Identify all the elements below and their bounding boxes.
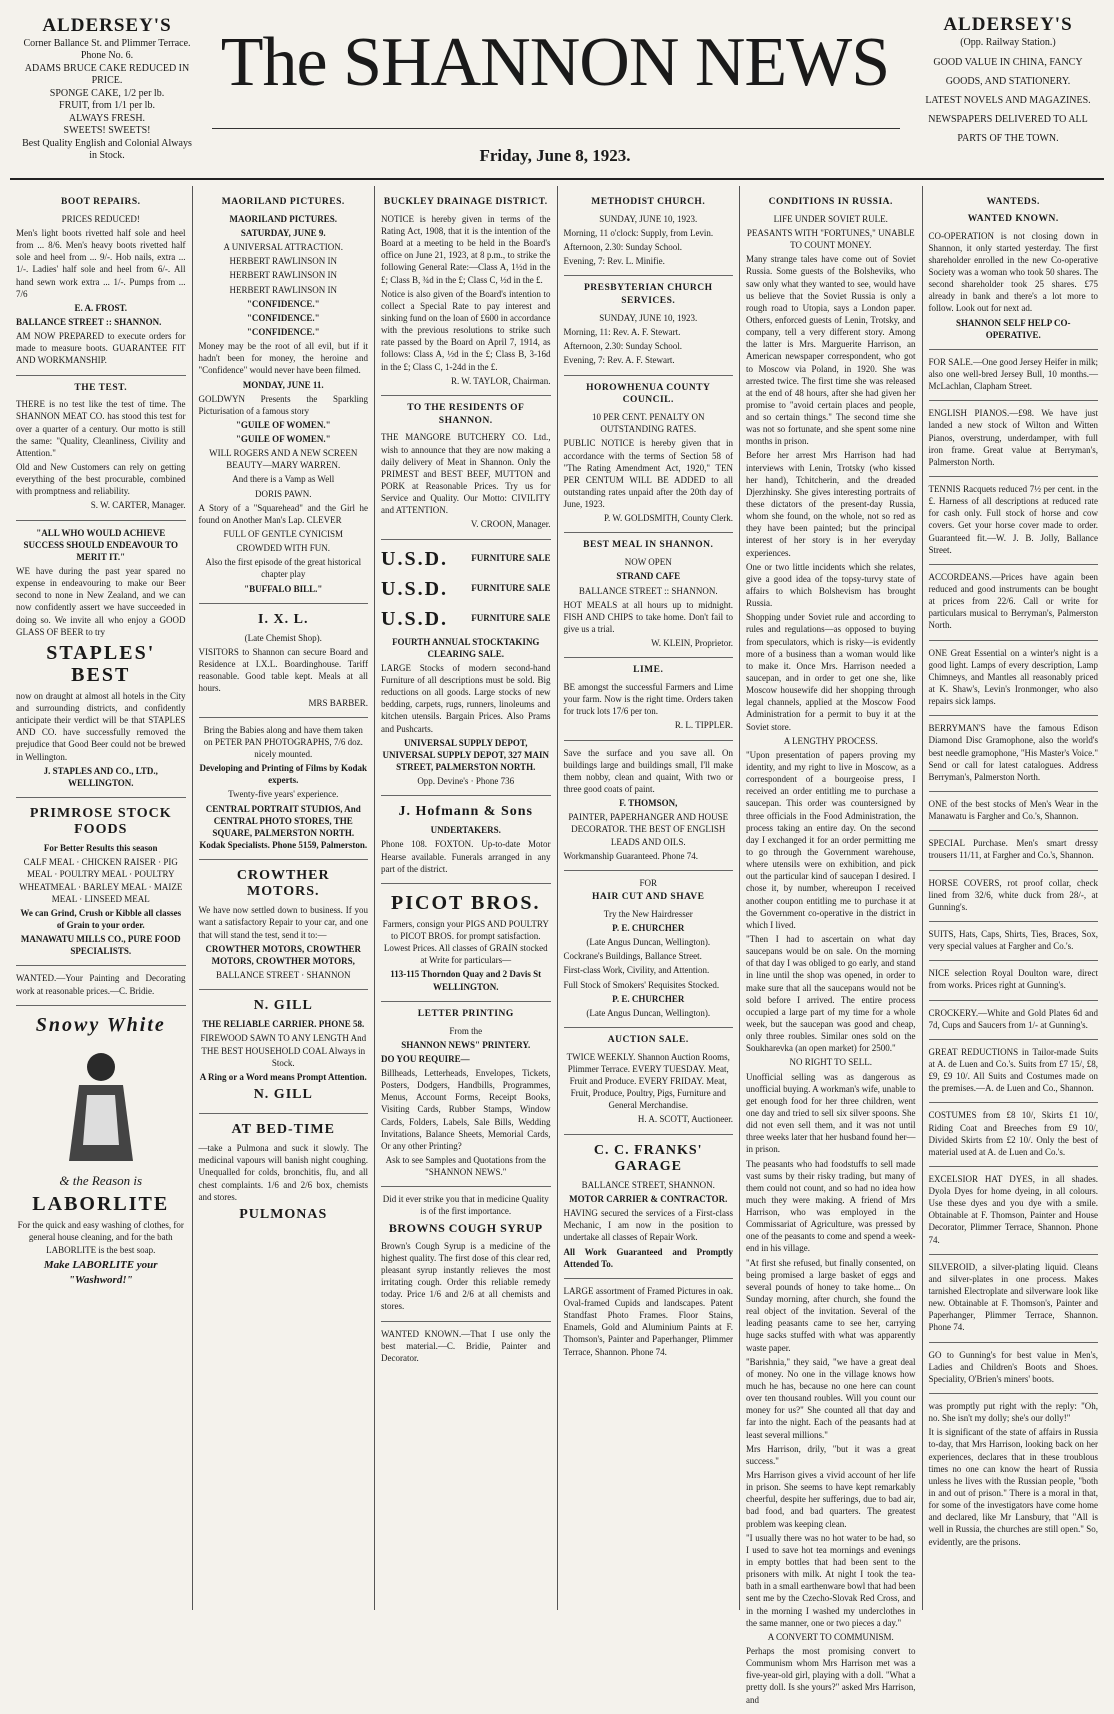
- aldersey-name: ALDERSEY'S: [42, 15, 172, 36]
- ad-body: A Ring or a Word means Prompt Attention.: [199, 1071, 367, 1082]
- usd-furniture-ad: [381, 540, 551, 797]
- ad-body: HERBERT RAWLINSON IN: [229, 256, 338, 267]
- ad-signature: CROWTHER MOTORS, CROWTHER MOTORS, CROWTHER MOTORS,: [205, 943, 362, 966]
- column-5: [740, 186, 923, 1705]
- aldersey-address: Corner Ballance St. and Plimmer Terrace.: [23, 37, 191, 49]
- staples-best-title: STAPLES' BEST: [46, 641, 156, 686]
- ad-body: Try the New Hairdresser: [603, 908, 693, 919]
- butchery-ad: [381, 396, 551, 540]
- ad-subheading: PRICES REDUCED!: [61, 213, 140, 224]
- ad-heading: BOOT REPAIRS.: [60, 197, 141, 207]
- ad-subheading: For Better Results this season: [43, 843, 158, 854]
- classified-item: BERRYMAN'S have the famous Edison Diamond Disc Gramophone, also the world's best needle gramophone, "His Master's Voice." Send or call for latest catalogues. Address Berryman's, Palmerston North.: [928, 723, 1098, 782]
- usd-row: [381, 604, 551, 634]
- usd-title: U.S.D.: [381, 607, 449, 630]
- article-paragraph: Shopping under Soviet rule and according to rules and regulations—as opposed to buying from speculators, which is risky—is evidently more of a business than a woman would like to make it. Once Mrs. Harrison needed a saucepan, and in order to get one she, like Moscow housewife did her shopping through legal channels, applied at the Moscow Food Administration for a permit to buy it at the Soviet store.: [746, 612, 916, 732]
- ad-heading: PRESBYTERIAN CHURCH SERVICES.: [583, 283, 713, 307]
- bridie-wanted-ad: [381, 1322, 551, 1372]
- classified-item: ONE Great Essential on a winter's night is a good light. Lamps of every description, Lamp Chimneys, and Mantles all reasonably priced at K. Shaw's, Levin's Ironmonger, who also repairs sick lamps.: [928, 647, 1098, 707]
- aldersey-line: SWEETS! SWEETS!: [63, 125, 151, 137]
- column-4: [558, 186, 741, 1610]
- ad-body: Full Stock of Smokers' Requisites Stocked.: [563, 979, 720, 990]
- classified: [929, 831, 1099, 870]
- ad-signature: F. THOMSON,: [619, 798, 678, 809]
- classified: [929, 922, 1099, 961]
- ad-subheading: FOURTH ANNUAL STOCKTAKING CLEARING SALE.: [392, 636, 540, 659]
- article-headline: CONDITIONS IN RUSSIA.: [768, 197, 893, 207]
- classified-item: FOR SALE.—One good Jersey Heifer in milk; also one well-bred Jersey Bull, 10 months.—McLachlan, Clapham Street.: [928, 356, 1098, 392]
- ad-signature: P. E. CHURCHER: [612, 993, 685, 1004]
- columns: [10, 186, 1104, 1705]
- picture-frames-ad: [564, 1279, 734, 1366]
- ad-signature: H. A. SCOTT, Auctioneer.: [637, 1114, 733, 1125]
- ad-subheading: 10 PER CENT. PENALTY ON OUTSTANDING RATES.: [592, 412, 705, 435]
- crowther-title: CROWTHER MOTORS.: [236, 868, 330, 900]
- aldersey-line: ALWAYS FRESH.: [68, 112, 146, 124]
- ad-body: SHANNON NEWS" PRINTERY.: [401, 1039, 531, 1050]
- ad-body: Morning, 11: Rev. A. F. Stewart.: [563, 327, 681, 338]
- article-paragraph: "Then I had to ascertain on what day saucepans would be on sale. On the morning of that day I was obliged to go early, and stand in line until the shop was opened, in order to make sure that all the saucepans would not be sold before I arrived. The entire process occupied a large part of my time for a whole week, but the saucepan was good and cheap, only three roubles. Similar ones sold on the Soukharevka (an open market) for 2500.": [746, 933, 916, 1054]
- ad-body: Twenty-five years' experience.: [228, 789, 339, 800]
- ad-body: DORIS PAWN.: [255, 488, 312, 499]
- laborlite-tagline: Make LABORLITE your "Washword!": [43, 1258, 158, 1286]
- classified-item: SUITS, Hats, Caps, Shirts, Ties, Braces, Sox, very special values at Fargher and Co.'s.: [928, 928, 1098, 952]
- classified: [929, 1103, 1099, 1167]
- ad-heading: BEST MEAL IN SHANNON.: [583, 540, 714, 551]
- article-paragraph: Unofficial selling was as dangerous as unofficial buying. A workman's wife, unable to get enough food for her three children, went one day and tried to sell six silver spoons. She did not even sell them, and it was not until three weeks later that her husband found her—in prison.: [746, 1071, 916, 1155]
- laborlite-title: LABORLITE: [32, 1193, 170, 1216]
- classified-item: GO to Gunning's for best value in Men's, Ladies and Children's Boots and Shoes. Speciality, O'Brien's miners' boots.: [928, 1349, 1098, 1384]
- usd-row: [381, 544, 551, 574]
- ad-signature: V. CROON, Manager.: [470, 519, 551, 530]
- gill-title: N. GILL: [253, 998, 313, 1014]
- ad-date: SUNDAY, JUNE 10, 1923.: [599, 313, 698, 323]
- ad-body: HOT MEALS at all hours up to midnight. FISH AND CHIPS to take home. Don't fail to give us a trial.: [563, 599, 733, 634]
- ad-signature: W. KLEIN, Proprietor.: [651, 638, 733, 649]
- aldersey-line: NEWSPAPERS DELIVERED TO ALL PARTS OF THE TOWN.: [928, 113, 1088, 144]
- classified-item: SPECIAL Purchase. Men's smart dressy trousers 11/11, at Fargher and Co.'s, Shannon.: [928, 838, 1098, 861]
- ad-address: BALLANCE STREET :: SHANNON.: [578, 585, 718, 596]
- ad-signature: J. STAPLES AND CO., LTD., WELLINGTON.: [43, 765, 158, 788]
- presbyterian-church-notice: [564, 276, 734, 375]
- ad-body: TWICE WEEKLY. Shannon Auction Rooms, Plimmer Terrace. EVERY TUESDAY. Meat, Fruit and Produce. EVERY FRIDAY. Meat, Fruit, Produce, Poultry, Pigs, Furniture and General Merchandise.: [566, 1051, 730, 1111]
- title-rule: [212, 128, 900, 129]
- methodist-church-notice: [564, 190, 734, 276]
- ad-body: Save the surface and you save all. On buildings large and buildings small, I'll make them nobby, clean and quaint, With two or three good coats of paint.: [563, 747, 733, 795]
- classified: [929, 961, 1099, 1000]
- ad-body: Billheads, Letterheads, Envelopes, Tickets, Posters, Dodgers, Handbills, Programmes, Menus, Account Forms, Receipt Books, Visiting Cards, Rubber Stamps, Window Cards, Folders, Labels, Sale Bills, Wedding Invitations, Balance Sheets, Memorial Cards, Or any other Printing?: [381, 1067, 551, 1151]
- masthead: [0, 0, 1114, 178]
- classified: [929, 716, 1099, 792]
- article-paragraph: Perhaps the most promising convert to Communism whom Mrs Harrison met was a five-year-old girl, playing with a doll. "What a pretty doll. Is she yours?" asked Mrs Harrison, and: [746, 1645, 916, 1705]
- classified-item: ENGLISH PIANOS.—£98. We have just landed a new stock of Wilton and Witten Pianos, overstrung, underdamper, with full iron frame. Great value at Berryman's, Palmerston North.: [928, 408, 1098, 467]
- film-title: "GUILE OF WOMEN.": [235, 419, 331, 430]
- ad-signature: R. L. TIPPLER.: [674, 720, 733, 731]
- classified: [929, 1167, 1099, 1255]
- aldersey-line: GOOD VALUE IN CHINA, FANCY GOODS, AND STATIONERY.: [933, 56, 1083, 87]
- aldersey-line: Best Quality English and Colonial Always in Stock.: [22, 137, 192, 162]
- primrose-ad: [16, 798, 186, 966]
- drainage-notice: [381, 190, 551, 396]
- masthead-rule: [10, 178, 1104, 180]
- classified-item: COSTUMES from £8 10/, Skirts £1 10/, Riding Coat and Breeches from £9 10/, Divided Skirts from £2 10/. Only the best of material used at A. de Luen and Co.'s.: [928, 1110, 1098, 1157]
- ad-body: THE MANGORE BUTCHERY CO. Ltd., wish to announce that they are now making a daily delivery of Meat in Shannon. Only the PRIMEST and BEST BEEF, MUTTON and PORK at Reasonable Prices. Try us for Service and Quality. Our Motto: CIVILITY and ATTENTION.: [381, 432, 551, 516]
- ad-body: STRAND CAFE: [616, 571, 681, 582]
- ad-signature: P. E. CHURCHER: [612, 922, 685, 933]
- ad-body: BE amongst the successful Farmers and Lime your farm. Now is the right time. Orders taken for truck lots 17/6 per ton.: [563, 682, 733, 717]
- column-3: [375, 186, 558, 1610]
- ad-subheading: UNDERTAKERS.: [430, 825, 501, 836]
- ad-signature: UNIVERSAL SUPPLY DEPOT, UNIVERSAL SUPPLY DEPOT, 327 MAIN STREET, PALMERSTON NORTH.: [382, 737, 549, 772]
- article-paragraph: It is significant of the state of affairs in Russia to-day, that Mrs Harrison, looking back on her experiences, declares that in these troublous times no one can know the heart of Russia unless he lives with the Russian people, "both in and out of prison." There is a moral in that, for some of the investigators have come home and declared, like Mr Lansbury, that "All is well in Russia, the churches are still open." So, evidently, are the prisons.: [928, 1427, 1098, 1547]
- ad-heading: LIME.: [633, 665, 664, 676]
- ad-subheading: (Late Chemist Shop).: [244, 632, 322, 643]
- ad-address: BALLANCE STREET, SHANNON.: [581, 1179, 715, 1190]
- article-paragraph: "I usually there was no hot water to be had, so I used to save hot tea mornings and evenings in empty bottles that had been sent to the prisoners with milk. At night I took the tea-bath in a small earthenware bowl that had been sent me by the Czecho-Slovak Red Cross, and in the morning I washed my underclothes in the same manner, one or two pieces a day.": [746, 1532, 916, 1628]
- ad-address: BALLANCE STREET :: SHANNON.: [16, 316, 162, 327]
- aldersey-right-ad: [914, 14, 1102, 148]
- ad-body: (Late Angus Duncan, Wellington).: [586, 937, 711, 948]
- ad-heading: MAORILAND PICTURES.: [221, 197, 345, 207]
- ad-body: Evening, 7: Rev. L. Minifie.: [563, 256, 665, 267]
- classified: [929, 565, 1099, 641]
- article-paragraph: "Upon presentation of papers proving my identity, and my right to live in Moscow, as a correspondent of a bourgeoise press, I received an order entitling me to purchase a saucepan. This order was countersigned by three officials in the Food Administration, the process taking an entire day. On the second day I exchanged it for an order permitting me to go through the Government warehouse, where utensils were on exhibition, and pick out the particular kind of saucepan I desired. I chose it, by number, whereupon I received another coupon entitling me to purchase it at the Government co-operative in the district in which I lived.: [746, 749, 916, 930]
- ad-heading: "ALL WHO WOULD ACHIEVE SUCCESS SHOULD ENDEAVOUR TO MERIT IT.": [23, 527, 179, 562]
- ad-body: HAVING secured the services of a First-class Mechanic, I am now in the position to undertake all classes of Repair Work.: [563, 1208, 733, 1243]
- ad-body: GOLDWYN Presents the Sparkling Picturisation of a famous story: [198, 393, 368, 416]
- printery-ad: [381, 1002, 551, 1188]
- ad-body: FOR: [639, 877, 657, 888]
- classified-item: GREAT REDUCTIONS in Tailor-made Suits at A. de Luen and Co.'s. Suits from £7 15/, £8, £9, £9 10/. All Suits and Costumes made on the premises.—A. de Luen and Co., Shannon.: [928, 1046, 1098, 1094]
- ad-signature: E. A. FROST.: [74, 302, 128, 313]
- ad-heading: HOROWHENUA COUNTY COUNCIL.: [586, 382, 711, 406]
- ad-body: Ask to see Samples and Quotations from the "SHANNON NEWS.": [385, 1154, 546, 1178]
- crowther-motors-ad: [199, 860, 369, 990]
- ad-body: Brown's Cough Syrup is a medicine of the highest quality. The first dose of this clear red, pleasant syrup instantly relieves the most irritating cough. Order this reliable remedy today. Price 1/6 and 2/6 at all chemists and stores.: [381, 1240, 551, 1312]
- ad-body: All Work Guaranteed and Promptly Attended To.: [563, 1246, 733, 1269]
- aldersey-line: LATEST NOVELS AND MAGAZINES.: [925, 94, 1091, 106]
- photo-studio-ad: [199, 718, 369, 860]
- ad-body: Also the first episode of the great historical chapter play: [205, 557, 362, 580]
- aldersey-phone: Phone No. 6.: [80, 50, 134, 62]
- staples-beer-ad: [16, 521, 186, 798]
- laborlite-figure-illustration: [16, 1040, 186, 1170]
- ad-subheading: THE RELIABLE CARRIER. PHONE 58.: [202, 1019, 365, 1030]
- boot-repairs-ad: [16, 190, 186, 376]
- usd-row: [381, 574, 551, 604]
- classified: [929, 871, 1099, 922]
- maoriland-pictures-ad: [199, 190, 369, 604]
- ad-address: 113-115 Thorndon Quay and 2 Davis St WELLINGTON.: [390, 969, 542, 992]
- classified: [929, 641, 1099, 717]
- ad-body: And there is a Vamp as Well: [232, 474, 335, 485]
- ad-date: MONDAY, JUNE 11.: [242, 379, 324, 390]
- ad-body: FIREWOOD SAWN TO ANY LENGTH And THE BEST HOUSEHOLD COAL Always in Stock.: [200, 1033, 367, 1068]
- ad-body: Afternoon, 2.30: Sunday School.: [563, 341, 682, 352]
- ad-body: HERBERT RAWLINSON IN: [229, 284, 338, 295]
- russia-article-continued: [929, 1394, 1099, 1556]
- ad-body: Evening, 7: Rev. A. F. Stewart.: [563, 355, 675, 366]
- ad-date: SUNDAY, JUNE 10, 1923.: [599, 213, 698, 224]
- ad-heading: AUCTION SALE.: [607, 1034, 689, 1045]
- article-paragraph: Before her arrest Mrs Harrison had had interviews with Lenin, Trotsky (who kissed her hand), Tchitcherin, and the dreaded Djerzhinsky. She gives interesting portraits of these dictators of the present-day Russia, whom she found, on the whole, not so red as they have been painted; but the principal interest of her story is in her everyday experiences.: [746, 450, 916, 558]
- ad-body: Money may be the root of all evil, but if it hadn't been for money, the heroine and "Confidence" would never have been filmed.: [198, 341, 368, 376]
- ad-body: Men's light boots rivetted half sole and heel from ... 8/6. Men's heavy boots rivetted half sole and heel from ... 9/-. Hob nails, extra ... 1/-. Ladies' half sole and heel from 6/-. All hand sewn work extra ... 1/-. Pumps from ... 7/6: [16, 227, 186, 299]
- ad-body: THERE is no test like the test of time. The SHANNON MEAT CO. has stood this test for over a quarter of a century. Our motto is still the same: "Quality, Cleanliness, Civility and Attention.": [16, 399, 186, 458]
- ad-body: NOTICE is hereby given in terms of the Rating Act, 1908, that it is the intention of the Board at a meeting to be held in the Board's office on June 21, 1923, at 8 p.m., to strike the following General Rate:—Class A, 1½d in the £; Class B, ¾d in the £; Class C, ½d in the £.: [381, 213, 551, 285]
- meat-co-ad: [16, 376, 186, 521]
- ad-body: Afternoon, 2.30: Sunday School.: [563, 242, 682, 253]
- ad-body: Developing and Printing of Films by Kodak experts.: [199, 763, 368, 786]
- ad-body: WILL ROGERS AND A NEW SCREEN BEAUTY—MARY WARREN.: [209, 448, 358, 471]
- article-subheading: A CONVERT TO COMMUNISM.: [767, 1631, 894, 1642]
- ad-date: SATURDAY, JUNE 9.: [240, 227, 326, 238]
- ad-address: BALLANCE STREET · SHANNON: [215, 969, 351, 980]
- section-subheading: WANTED KNOWN.: [967, 213, 1059, 224]
- ad-heading: METHODIST CHURCH.: [591, 197, 706, 207]
- snowy-white-title: Snowy White: [35, 1013, 166, 1036]
- ad-body: Farmers, consign your PIGS AND POULTRY to PICOT BROS. for prompt satisfaction. Lowest Prices. All classes of GRAIN stocked at Write for particulars—: [382, 918, 549, 966]
- hofmann-ad: [381, 796, 551, 884]
- classified-item: SILVEROID, a silver-plating liquid. Cleans and silver-plates in one process. Makes tarnished Electroplate and silverware look like new. Obtainable at F. Thomson's, Painter and Paperhanger, Plimmer Terrace, Shannon. Phone 74.: [928, 1261, 1098, 1333]
- ad-heading: BUCKLEY DRAINAGE DISTRICT.: [383, 197, 548, 207]
- ad-body: HERBERT RAWLINSON IN: [229, 270, 338, 281]
- usd-title: U.S.D.: [381, 577, 449, 600]
- ad-signature: MANAWATU MILLS CO., PURE FOOD SPECIALISTS.: [20, 934, 181, 957]
- usd-label: FURNITURE SALE: [471, 583, 551, 594]
- ad-body: CALF MEAL · CHICKEN RAISER · PIG MEAL · POULTRY MEAL · POULTRY WHEATMEAL · BARLEY MEAL · MAIZE MEAL · LINSEED MEAL: [19, 857, 183, 904]
- classified-item: CROCKERY.—White and Gold Plates 6d and 7d, Cups and Saucers from 1/- at Gunning's.: [928, 1007, 1098, 1030]
- article-subheading: NO RIGHT TO SELL.: [789, 1057, 872, 1068]
- ad-heading: LETTER PRINTING: [417, 1008, 514, 1019]
- ad-body: NOW OPEN: [624, 557, 672, 568]
- column-2: [193, 186, 376, 1610]
- dateline: Friday, June 8, 1923.: [479, 146, 631, 165]
- ad-address: Opp. Devine's · Phone 736: [417, 776, 515, 787]
- bedtime-title: AT BED-TIME: [231, 1122, 335, 1138]
- ad-body: VISITORS to Shannon can secure Board and Residence at I.X.L. Boardinghouse. Tariff reasonable. Good table kept. Meals at all hours.: [198, 646, 368, 694]
- film-title: "BUFFALO BILL.": [244, 583, 323, 594]
- film-title: "CONFIDENCE.": [246, 326, 320, 337]
- county-council-notice: [564, 376, 734, 534]
- article-subheading: PEASANTS WITH "FORTUNES," UNABLE TO COUNT MONEY.: [746, 227, 915, 251]
- ad-body: FULL OF GENTLE CYNICISM: [223, 529, 343, 540]
- ad-body: PUBLIC NOTICE is hereby given that in accordance with the terms of Section 58 of "The Rating Amendment Act, 1920," TEN PER CENTUM WILL BE ADDED to all outstanding rates unpaid after the 20th day of June, 1923.: [563, 438, 733, 510]
- picot-bros-ad: [381, 884, 551, 1002]
- ad-signature: R. W. TAYLOR, Chairman.: [450, 375, 551, 386]
- ad-signature: MRS BARBER.: [308, 697, 368, 708]
- wanteds-section: [929, 190, 1099, 350]
- n-gill-ad: [199, 990, 369, 1114]
- aldersey-line: ADAMS BRUCE CAKE REDUCED IN PRICE.: [24, 62, 190, 87]
- laborlite-reason: & the Reason is: [59, 1172, 143, 1188]
- classified-item: EXCELSIOR HAT DYES, in all shades. Dyola Dyes for home dyeing, in all colours. Use these dyes and you dye with a smile. Obtainable at F. Thomson, Painter and House Decorator, Plimmer Terrace, Shannon. Phone 74.: [928, 1173, 1098, 1245]
- thomson-painter-ad: [564, 741, 734, 871]
- ad-heading: HAIR CUT AND SHAVE: [592, 892, 705, 903]
- ad-body: Old and New Customers can rely on getting everything of the best procurable, combined with promptness and reliability.: [16, 462, 186, 497]
- ad-subheading: MOTOR CARRIER & CONTRACTOR.: [569, 1193, 728, 1204]
- ixl-boardinghouse-ad: [199, 604, 369, 718]
- article-paragraph: Many strange tales have come out of Soviet Russia. Some guests of the Bolsheviks, who saw only what they wanted to see, would have us believe that the Soviet Russia is only a rough road to Utopia, says a London paper. Others, enforced guests of Lenin, Trotsky, and company, tell a very different story. Among the latter is Mrs. Marguerite Harrison, an American newspaper correspondent, who got to Moscow via Poland, in 1920. She was arrested twice. The first time she was released at the end of 48 hours, after she had given her promise to "avoid certain places and people, and so certain things." The second time she was not so fortunate, and she spent some nine months in prison.: [746, 254, 916, 447]
- classified: [929, 1001, 1099, 1040]
- ad-body: AM NOW PREPARED to execute orders for made to measure boots. GUARANTEE FIT AND WORKMANSHIP.: [16, 331, 186, 366]
- article-paragraph: "Barishnia," they said, "we have a great deal of money. No one in the village knows how much he has, because no one here can count over ten thousand roubles. Will you count our money for us?" She counted all that day and far into the night. Each of the peasants had at least several millions.": [746, 1356, 916, 1440]
- ad-body: We can Grind, Crush or Kibble all classes of Grain to your order.: [20, 907, 182, 930]
- ad-body: WANTED.—Your Painting and Decorating work at reasonable prices.—C. Bridie.: [16, 973, 186, 996]
- classified: [929, 350, 1099, 401]
- ad-body: now on draught at almost all hotels in the City and surrounding districts, and confidently anticipate their verdict will be that STAPLES AND CO. have successfully removed the prejudice that Good Beer could not be brewed in Wellington.: [16, 690, 186, 762]
- classified: [929, 401, 1099, 477]
- film-title: "GUILE OF WOMEN.": [235, 434, 331, 445]
- ad-subheading: MAORILAND PICTURES.: [229, 213, 337, 224]
- article-subheading: A LENGTHY PROCESS.: [783, 735, 878, 746]
- film-title: "CONFIDENCE.": [246, 298, 320, 309]
- painter-wanted-ad: [16, 966, 186, 1005]
- aldersey-left-ad: [18, 14, 196, 163]
- classified: [929, 1040, 1099, 1104]
- ad-body: Bring the Babies along and have them taken on PETER PAN PHOTOGRAPHS, 7/6 doz. nicely mounted.: [203, 724, 363, 759]
- strand-cafe-ad: [564, 533, 734, 658]
- ad-body: From the: [449, 1025, 483, 1036]
- ixl-title: I. X. L.: [258, 611, 309, 627]
- pulmonas-title: PULMONAS: [239, 1206, 328, 1222]
- ad-signature: P. W. GOLDSMITH, County Clerk.: [603, 513, 733, 524]
- classified-item: ACCORDEANS.—Prices have again been reduced and good instruments can be bought at prices from 22/6. Call or write for particulars musical to Berryman's, Palmerston North.: [928, 571, 1098, 631]
- aldersey-line: SPONGE CAKE, 1/2 per lb.: [49, 87, 165, 99]
- ad-body: WE have during the past year spared no expense in endeavouring to make our Beer second to none in New Zealand, and we can now confidently assert we have succeeded in doing so. We invite all who enjoy a GOOD GLASS OF BEER to try: [16, 566, 186, 637]
- russia-article: [746, 190, 916, 1714]
- article-paragraph: Mrs Harrison gives a vivid account of her life in prison. She seems to have kept remarkably cheerful, despite her sufferings, due to bad air, bad food, and bad quarters. The greatest problem was keeping clean.: [746, 1470, 916, 1529]
- aldersey-name: ALDERSEY'S: [943, 14, 1073, 35]
- classified: [929, 792, 1099, 831]
- article-paragraph: "At first she refused, but finally consented, on being promised a large basket of eggs and several pounds of honey to take home... On Sunday morning, after church, she found the real object of the invitation. Several of the leading peasants came to see her, carrying huge sacks stuffed with what was apparently waste paper.: [746, 1257, 916, 1353]
- column-1: [10, 186, 193, 1610]
- ad-heading: TO THE RESIDENTS OF SHANNON.: [407, 402, 525, 426]
- auction-sale-ad: [564, 1028, 734, 1135]
- aldersey-line: FRUIT, from 1/1 per lb.: [59, 100, 155, 112]
- ad-body: (Late Angus Duncan, Wellington).: [586, 1007, 711, 1018]
- ad-body: Did it ever strike you that in medicine Quality is of the first importance.: [382, 1194, 549, 1217]
- franks-garage-ad: [564, 1135, 734, 1279]
- article-subheading: LIFE UNDER SOVIET RULE.: [773, 213, 888, 224]
- usd-label: FURNITURE SALE: [471, 613, 551, 624]
- ad-address: Cockrane's Buildings, Ballance Street.: [563, 951, 702, 962]
- ad-body: DO YOU REQUIRE—: [381, 1053, 470, 1064]
- article-paragraph: was promptly put right with the reply: "Oh, no. She isn't my dolly; she's our dolly!": [928, 1401, 1098, 1424]
- ad-body: CROWDED WITH FUN.: [236, 543, 331, 554]
- ad-body: —take a Pulmona and suck it slowly. The medicinal vapours will banish night coughing. Unequalled for colds, bronchitis, flu, and all chest complaints. 1/6 and 2/6 box, chemists and stores.: [198, 1143, 368, 1202]
- film-title: "CONFIDENCE.": [246, 312, 320, 323]
- usd-label: FURNITURE SALE: [471, 553, 551, 564]
- laborlite-ad: [16, 1006, 186, 1296]
- gill-title: N. GILL: [253, 1086, 313, 1102]
- classified-signature: SHANNON SELF HELP CO-OPERATIVE.: [956, 317, 1071, 340]
- hofmann-title: J. Hofmann & Sons: [398, 804, 533, 820]
- newspaper-title: The SHANNON NEWS: [220, 24, 890, 101]
- ad-body: For the quick and easy washing of clothes, for general house cleaning, and for the bath LABORLITE is the best soap.: [17, 1220, 184, 1255]
- primrose-title: PRIMROSE STOCK FOODS: [29, 805, 172, 838]
- ad-body: WANTED KNOWN.—That I use only the best material.—C. Bridie, Painter and Decorator.: [381, 1328, 551, 1363]
- classified-item: HORSE COVERS, rot proof collar, check lined from 32/6, white duck from 28/-, at Gunning's.: [928, 877, 1098, 912]
- ad-body: First-class Work, Civility, and Attention.: [563, 965, 710, 976]
- article-paragraph: One or two little incidents which she relates, give a good idea of the topsy-turvy state of affairs to which Bolshevism has brought Russia.: [746, 561, 916, 609]
- classified-item: CO-OPERATION is not closing down in Shannon, it only started yesterday. The first shareholder enrolled in the new Co-operative Society was a woman who took 50 shares. The second shareholder took 25 shares. £75 already in bank and there's a lot more to follow. Look out for next ad.: [928, 230, 1098, 314]
- ad-heading: THE TEST.: [74, 382, 128, 393]
- classified-item: NICE selection Royal Doulton ware, direct from works. Prices right at Gunning's.: [928, 968, 1098, 991]
- franks-title: C. C. FRANKS' GARAGE: [593, 1142, 703, 1174]
- ad-body: PAINTER, PAPERHANGER AND HOUSE DECORATOR. THE BEST OF ENGLISH LEADS AND OILS.: [568, 812, 729, 847]
- ad-signature: CENTRAL PORTRAIT STUDIOS, And CENTRAL PHOTO STORES, THE SQUARE, PALMERSTON NORTH. Kodak Specialists. Phone 5159, Palmerston.: [199, 803, 368, 850]
- ad-body: We have now settled down to business. If you want a satisfactory Repair to your car, and one that will stand the test, send it to:—: [198, 905, 368, 940]
- aldersey-location: (Opp. Railway Station.): [960, 36, 1056, 48]
- classified: [929, 1255, 1099, 1343]
- ad-body: LARGE assortment of Framed Pictures in oak. Oval-framed Cupids and landscapes. Patent Standfast Photo Frames. Floor Stains, Enamels, Gold and Aluminium Paints at F. Thomson's, Painter and Paperhanger, Plimmer Terrace, Shannon. Phone 74.: [563, 1285, 733, 1357]
- classified: [929, 1343, 1099, 1394]
- classified: [929, 477, 1099, 565]
- browns-title: BROWNS COUGH SYRUP: [388, 1220, 543, 1235]
- ad-body: Workmanship Guaranteed. Phone 74.: [563, 850, 698, 861]
- ad-body: Morning, 11 o'clock: Supply, from Levin.: [563, 227, 714, 238]
- article-paragraph: The peasants who had foodstuffs to sell made vast sums by their risky trading, but many of them could not count, and so had no idea how much they were making. A friend of Mrs Harrison, who was employed in the Commissariat of Agriculture, was pressed by one of the peasants to come and spend a week-end in his village.: [746, 1158, 916, 1254]
- usd-title: U.S.D.: [381, 547, 449, 570]
- classified-item: ONE of the best stocks of Men's Wear in the Manawatu is Fargher and Co.'s, Shannon.: [928, 798, 1098, 822]
- article-paragraph: Mrs Harrison, drily, "but it was a great success.": [746, 1443, 916, 1466]
- ad-body: A Story of a "Squarehead" and the Girl he found on Another Man's Lap. CLEVER: [198, 502, 368, 525]
- ad-body: Phone 108. FOXTON. Up-to-date Motor Hearse available. Funerals arranged in any part of the district.: [381, 839, 551, 874]
- hairdresser-ad: [564, 871, 734, 1028]
- ad-body: LARGE Stocks of modern second-hand Furniture of all descriptions must be sold. Big reductions on all goods. Large stocks of new bedding, carpets, rugs, runners, linoleums and kitchen utensils. Bargain Prices. Also Prams and Pushcarts.: [381, 662, 551, 734]
- ad-signature: S. W. CARTER, Manager.: [90, 500, 186, 511]
- ad-body: A UNIVERSAL ATTRACTION.: [223, 242, 343, 253]
- column-6: [923, 186, 1105, 1610]
- classified-item: TENNIS Racquets reduced 7½ per cent. in the £. Harness of all descriptions at reduced rate for cash only. Full stock of horse and cow covers. Get your horse cover made to order. Guaranteed fit.—W. J. B. Jolly, Ballance Street.: [928, 484, 1098, 555]
- picot-title: PICOT BROS.: [391, 891, 541, 914]
- browns-cough-ad: [381, 1187, 551, 1321]
- section-heading: WANTEDS.: [986, 197, 1040, 207]
- ad-body: Notice is also given of the Board's intention to collect a Special Rate to pay interest and sinking fund on the loan of £600 in accordance with the previous resolutions to strike such rate passed by the Board on April 7, 1914, as follows: Class A, ½d in the £; Class B, 3-16d in the £; Class C, 1-24d in the £.: [381, 288, 551, 372]
- lime-ad: [564, 658, 734, 740]
- pulmonas-ad: [199, 1114, 369, 1233]
